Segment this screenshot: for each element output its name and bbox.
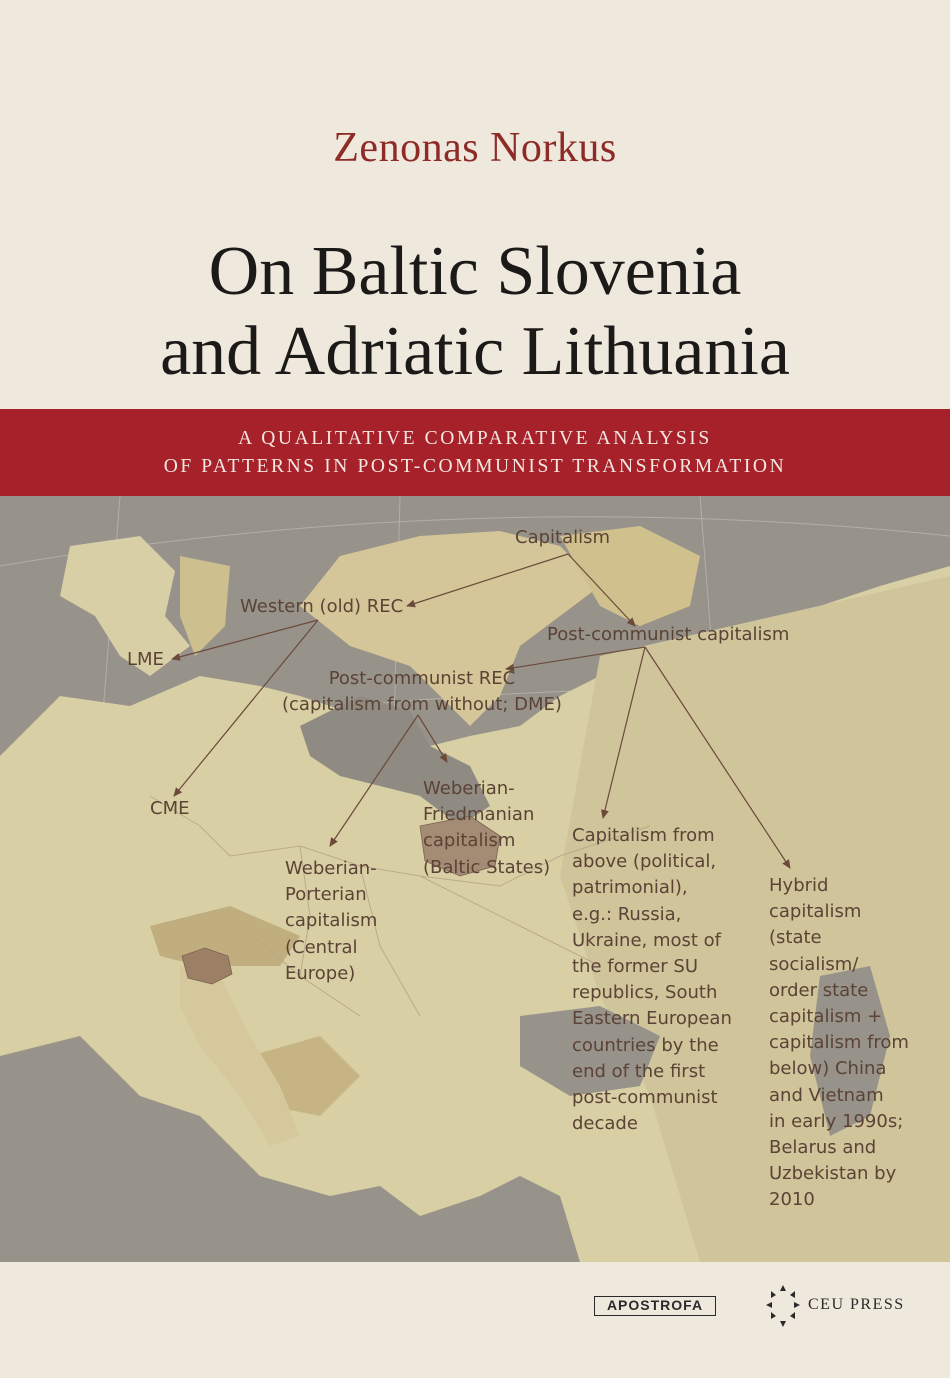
node-line: capitalism from bbox=[769, 1032, 909, 1054]
node-postcommunist-rec bbox=[282, 666, 562, 718]
node-line: Weberian- bbox=[423, 778, 515, 799]
node-line: capitalism bbox=[769, 901, 862, 923]
node-line: end of the first bbox=[572, 1060, 706, 1082]
node-postcommunist-capitalism: Post-communist capitalism bbox=[547, 624, 790, 645]
node-line: capitalism + bbox=[769, 1006, 883, 1028]
node-line: in early 1990s; bbox=[769, 1110, 904, 1132]
cover-footer bbox=[0, 1262, 950, 1378]
title-line-2: and Adriatic Lithuania bbox=[160, 313, 790, 390]
node-line: Porterian bbox=[285, 884, 367, 906]
node-line: patrimonial), bbox=[572, 877, 688, 899]
map-illustration bbox=[0, 496, 950, 1262]
author-name: Zenonas Norkus bbox=[333, 125, 617, 171]
node-line: (Central bbox=[285, 936, 358, 958]
node-line: capitalism bbox=[423, 830, 516, 852]
node-line: (Baltic States) bbox=[423, 856, 551, 878]
node-line: Capitalism from bbox=[572, 825, 715, 846]
node-line: countries by the bbox=[572, 1034, 719, 1056]
node-weberian-porterian bbox=[285, 856, 377, 987]
node-line: Ukraine, most of bbox=[572, 929, 722, 951]
node-line: Hybrid bbox=[769, 875, 829, 896]
node-line: decade bbox=[572, 1113, 638, 1135]
node-hybrid-capitalism bbox=[769, 873, 909, 1214]
node-postcommunist-rec-line: Post-communist REC bbox=[328, 668, 516, 689]
ceu-press-logo-icon bbox=[762, 1283, 804, 1329]
node-postcommunist-rec-line: (capitalism from without; DME) bbox=[282, 694, 562, 716]
node-line: (state bbox=[769, 927, 822, 949]
node-lme: LME bbox=[127, 649, 164, 670]
node-line: above (political, bbox=[572, 851, 717, 873]
subtitle-line-1: A QUALITATIVE COMPARATIVE ANALYSIS bbox=[238, 428, 712, 449]
node-weberian-friedmanian bbox=[423, 776, 550, 881]
node-cme: CME bbox=[150, 798, 190, 819]
node-line: below) China bbox=[769, 1058, 887, 1080]
apostrofa-logo: APOSTROFA bbox=[594, 1296, 716, 1316]
node-line: order state bbox=[769, 979, 869, 1001]
node-line: Weberian- bbox=[285, 858, 377, 879]
node-line: post-communist bbox=[572, 1087, 718, 1109]
node-line: the former SU bbox=[572, 956, 699, 978]
node-line: Europe) bbox=[285, 962, 356, 984]
node-line: Eastern European bbox=[572, 1008, 732, 1030]
node-line: Friedmanian bbox=[423, 804, 535, 826]
node-western-rec: Western (old) REC bbox=[240, 596, 404, 617]
ceu-press-wordmark: CEU PRESS bbox=[808, 1296, 905, 1313]
node-line: republics, South bbox=[572, 982, 718, 1004]
node-line: Belarus and bbox=[769, 1137, 877, 1159]
node-line: socialism/ bbox=[769, 953, 859, 975]
node-line: capitalism bbox=[285, 910, 378, 932]
node-line: 2010 bbox=[769, 1189, 815, 1211]
node-capitalism: Capitalism bbox=[515, 527, 611, 548]
node-line: and Vietnam bbox=[769, 1084, 884, 1106]
node-line: Uzbekistan by bbox=[769, 1163, 897, 1185]
title-line-1: On Baltic Slovenia bbox=[208, 233, 742, 310]
node-line: e.g.: Russia, bbox=[572, 903, 682, 925]
subtitle-line-2: OF PATTERNS IN POST-COMMUNIST TRANSFORMATION bbox=[163, 456, 787, 477]
book-title bbox=[0, 232, 950, 392]
node-capitalism-from-above bbox=[572, 823, 732, 1137]
book-subtitle bbox=[0, 425, 950, 481]
